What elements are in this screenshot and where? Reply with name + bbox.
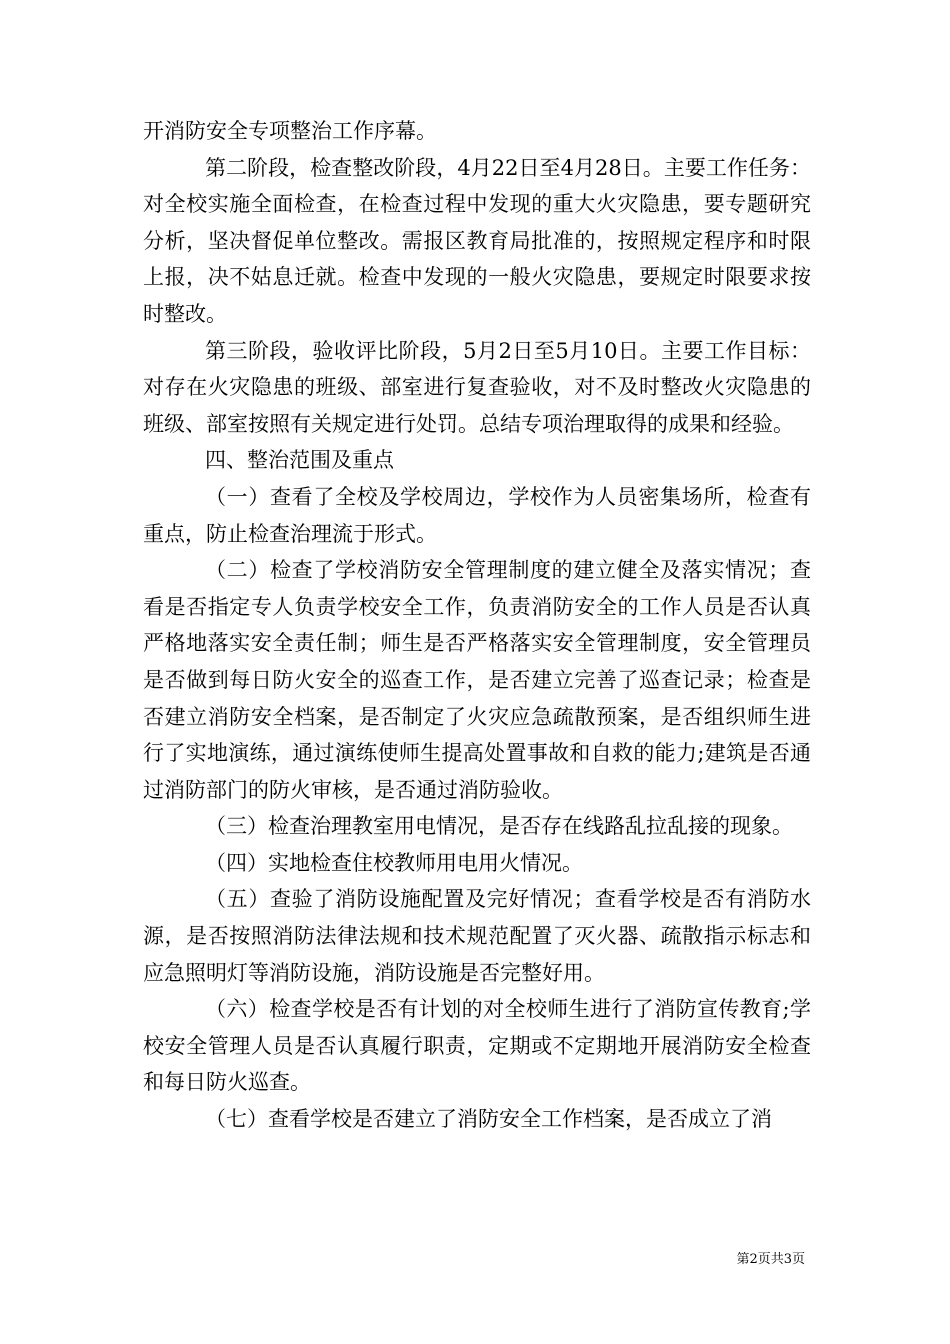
paragraph-item-6: （六）检查学校是否有计划的对全校师生进行了消防宣传教育;学校安全管理人员是否认真履行职责，定期或不定期地开展消防安全检查和每日防火巡查。 bbox=[143, 997, 811, 1095]
document-body bbox=[143, 113, 811, 1138]
paragraph-2: 第二阶段，检查整改阶段，4月22日至4月28日。主要工作任务：对全校实施全面检查，在检查过程中发现的重大火灾隐患，要专题研究分析，坚决督促单位整改。需报区教育局批准的，按照规定程序和时限上报，决不姑息迁就。检查中发现的一般火灾隐患，要规定时限要求按时整改。 bbox=[143, 155, 811, 326]
paragraph-item-7: （七）查看学校是否建立了消防安全工作档案，是否成立了消 bbox=[205, 1107, 772, 1132]
paragraph-item-3: （三）检查治理教室用电情况，是否存在线路乱拉乱接的现象。 bbox=[205, 814, 793, 839]
section-heading: 四、整治范围及重点 bbox=[205, 448, 394, 473]
paragraph-item-4: （四）实地检查住校教师用电用火情况。 bbox=[205, 850, 583, 875]
paragraph-item-1: （一）查看了全校及学校周边，学校作为人员密集场所，检查有重点，防止检查治理流于形式。 bbox=[143, 484, 811, 546]
paragraph-3: 第三阶段，验收评比阶段，5月2日至5月10日。主要工作目标：对存在火灾隐患的班级、部室进行复查验收，对不及时整改火灾隐患的班级、部室按照有关规定进行处罚。总结专项治理取得的成果和经验。 bbox=[143, 338, 811, 436]
paragraph-item-2: （二）检查了学校消防安全管理制度的建立健全及落实情况；查看是否指定专人负责学校安全工作，负责消防安全的工作人员是否认真严格地落实安全责任制；师生是否严格落实安全管理制度，安全管理员是否做到每日防火安全的巡查工作，是否建立完善了巡查记录；检查是否建立消防安全档案，是否制定了火灾应急疏散预案，是否组织师生进行了实地演练，通过演练使师生提高处置事故和自救的能力;建筑是否通过消防部门的防火审核，是否通过消防验收。 bbox=[143, 558, 811, 802]
page-number: 第2页共3页 bbox=[736, 1252, 805, 1267]
paragraph-item-5: （五）查验了消防设施配置及完好情况；查看学校是否有消防水源，是否按照消防法律法规和技术规范配置了灭火器、疏散指示标志和应急照明灯等消防设施，消防设施是否完整好用。 bbox=[143, 887, 811, 985]
paragraph-1: 开消防安全专项整治工作序幕。 bbox=[143, 119, 437, 143]
